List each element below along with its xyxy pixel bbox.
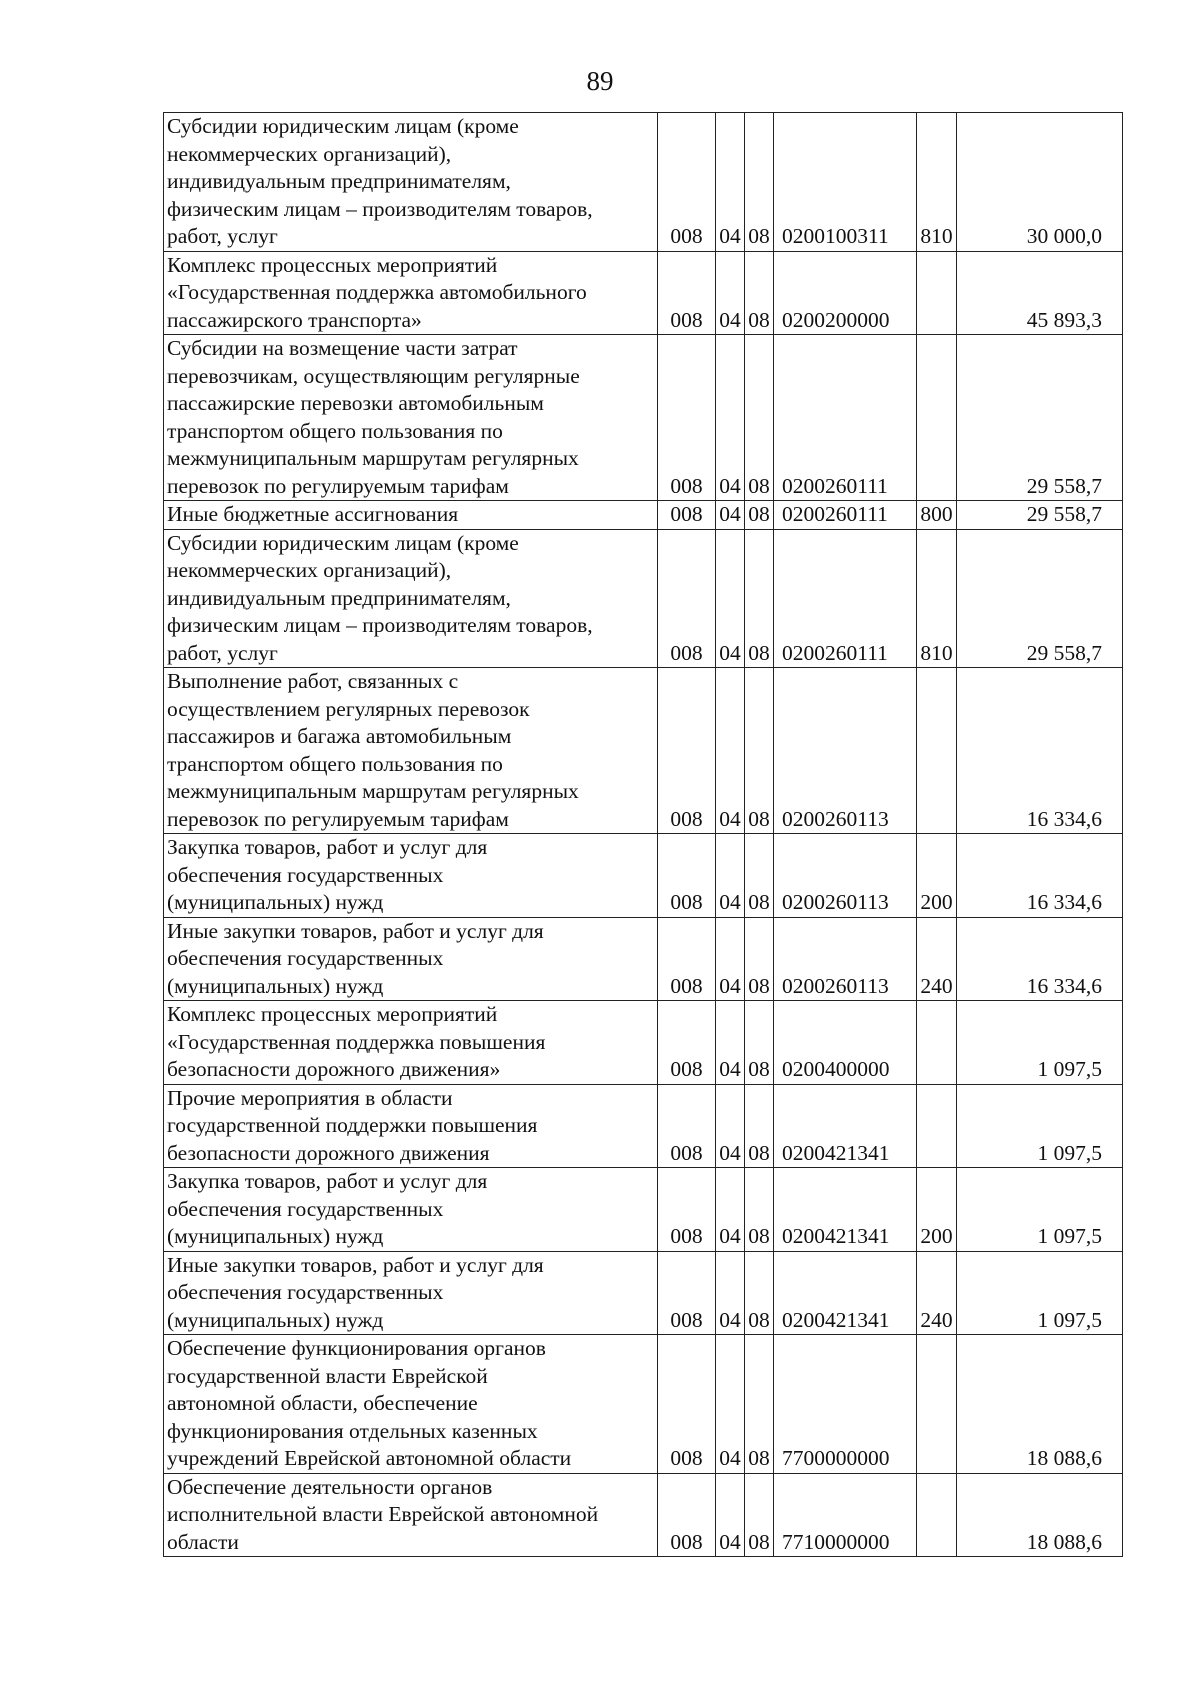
subsection-code: 08 <box>745 668 774 834</box>
amount: 18 088,6 <box>957 1335 1123 1474</box>
target-article-code: 0200100311 <box>774 113 917 252</box>
grbs-code: 008 <box>658 1084 716 1168</box>
grbs-code: 008 <box>658 1335 716 1474</box>
row-description: Иные бюджетные ассигнования <box>164 501 658 530</box>
expense-type-code <box>917 335 957 501</box>
amount: 1 097,5 <box>957 1168 1123 1252</box>
row-description: Субсидии юридическим лицам (кроме некоммерческих организаций), индивидуальным предпринимателям, физическим лицам – производителям товаров, работ, услуг <box>164 529 658 668</box>
target-article-code: 0200421341 <box>774 1168 917 1252</box>
target-article-code: 0200421341 <box>774 1251 917 1335</box>
row-description: Прочие мероприятия в области государственной поддержки повышения безопасности дорожного движения <box>164 1084 658 1168</box>
target-article-code: 0200260113 <box>774 668 917 834</box>
table-row <box>164 501 1123 530</box>
row-description: Иные закупки товаров, работ и услуг для обеспечения государственных (муниципальных) нужд <box>164 1251 658 1335</box>
section-code: 04 <box>716 335 745 501</box>
subsection-code: 08 <box>745 1335 774 1474</box>
row-description: Выполнение работ, связанных с осуществлением регулярных перевозок пассажиров и багажа автомобильным транспортом общего пользования по межмуниципальным маршрутам регулярных перевозок по регулируемым тарифам <box>164 668 658 834</box>
expense-type-code: 200 <box>917 834 957 918</box>
expense-type-code: 810 <box>917 529 957 668</box>
amount: 1 097,5 <box>957 1251 1123 1335</box>
grbs-code: 008 <box>658 1168 716 1252</box>
row-description: Субсидии юридическим лицам (кроме некоммерческих организаций), индивидуальным предпринимателям, физическим лицам – производителям товаров, работ, услуг <box>164 113 658 252</box>
table-row <box>164 1251 1123 1335</box>
grbs-code: 008 <box>658 113 716 252</box>
amount: 16 334,6 <box>957 668 1123 834</box>
section-code: 04 <box>716 251 745 335</box>
row-description: Обеспечение функционирования органов государственной власти Еврейской автономной области, обеспечение функционирования отдельных казенных учреждений Еврейской автономной области <box>164 1335 658 1474</box>
section-code: 04 <box>716 1001 745 1085</box>
subsection-code: 08 <box>745 113 774 252</box>
grbs-code: 008 <box>658 1001 716 1085</box>
section-code: 04 <box>716 1473 745 1557</box>
section-code: 04 <box>716 917 745 1001</box>
amount: 18 088,6 <box>957 1473 1123 1557</box>
budget-table-body <box>164 113 1123 1557</box>
row-description: Комплекс процессных мероприятий «Государственная поддержка автомобильного пассажирского транспорта» <box>164 251 658 335</box>
subsection-code: 08 <box>745 251 774 335</box>
row-description: Обеспечение деятельности органов исполнительной власти Еврейской автономной области <box>164 1473 658 1557</box>
amount: 30 000,0 <box>957 113 1123 252</box>
target-article-code: 0200421341 <box>774 1084 917 1168</box>
subsection-code: 08 <box>745 917 774 1001</box>
row-description: Комплекс процессных мероприятий «Государственная поддержка повышения безопасности дорожного движения» <box>164 1001 658 1085</box>
budget-table <box>163 112 1123 1557</box>
target-article-code: 7700000000 <box>774 1335 917 1474</box>
row-description: Иные закупки товаров, работ и услуг для обеспечения государственных (муниципальных) нужд <box>164 917 658 1001</box>
section-code: 04 <box>716 1168 745 1252</box>
section-code: 04 <box>716 1251 745 1335</box>
table-row <box>164 335 1123 501</box>
table-row <box>164 1335 1123 1474</box>
subsection-code: 08 <box>745 501 774 530</box>
grbs-code: 008 <box>658 501 716 530</box>
section-code: 04 <box>716 834 745 918</box>
subsection-code: 08 <box>745 529 774 668</box>
target-article-code: 0200260113 <box>774 834 917 918</box>
section-code: 04 <box>716 501 745 530</box>
table-row <box>164 668 1123 834</box>
subsection-code: 08 <box>745 1473 774 1557</box>
amount: 1 097,5 <box>957 1001 1123 1085</box>
row-description: Закупка товаров, работ и услуг для обеспечения государственных (муниципальных) нужд <box>164 834 658 918</box>
amount: 16 334,6 <box>957 834 1123 918</box>
subsection-code: 08 <box>745 834 774 918</box>
expense-type-code <box>917 1001 957 1085</box>
amount: 29 558,7 <box>957 501 1123 530</box>
target-article-code: 0200260111 <box>774 529 917 668</box>
table-row <box>164 834 1123 918</box>
target-article-code: 0200260111 <box>774 335 917 501</box>
section-code: 04 <box>716 1084 745 1168</box>
expense-type-code: 240 <box>917 1251 957 1335</box>
expense-type-code: 200 <box>917 1168 957 1252</box>
target-article-code: 7710000000 <box>774 1473 917 1557</box>
expense-type-code: 800 <box>917 501 957 530</box>
expense-type-code: 240 <box>917 917 957 1001</box>
expense-type-code <box>917 668 957 834</box>
section-code: 04 <box>716 1335 745 1474</box>
expense-type-code <box>917 251 957 335</box>
table-row <box>164 113 1123 252</box>
table-row <box>164 1473 1123 1557</box>
amount: 1 097,5 <box>957 1084 1123 1168</box>
table-row <box>164 1084 1123 1168</box>
expense-type-code <box>917 1084 957 1168</box>
subsection-code: 08 <box>745 335 774 501</box>
expense-type-code: 810 <box>917 113 957 252</box>
table-row <box>164 1168 1123 1252</box>
section-code: 04 <box>716 113 745 252</box>
target-article-code: 0200200000 <box>774 251 917 335</box>
target-article-code: 0200400000 <box>774 1001 917 1085</box>
subsection-code: 08 <box>745 1251 774 1335</box>
page-number: 89 <box>586 66 614 96</box>
section-code: 04 <box>716 529 745 668</box>
subsection-code: 08 <box>745 1001 774 1085</box>
grbs-code: 008 <box>658 917 716 1001</box>
target-article-code: 0200260111 <box>774 501 917 530</box>
subsection-code: 08 <box>745 1168 774 1252</box>
table-row <box>164 1001 1123 1085</box>
grbs-code: 008 <box>658 335 716 501</box>
row-description: Закупка товаров, работ и услуг для обеспечения государственных (муниципальных) нужд <box>164 1168 658 1252</box>
table-row <box>164 251 1123 335</box>
expense-type-code <box>917 1473 957 1557</box>
amount: 29 558,7 <box>957 335 1123 501</box>
grbs-code: 008 <box>658 668 716 834</box>
grbs-code: 008 <box>658 834 716 918</box>
amount: 16 334,6 <box>957 917 1123 1001</box>
amount: 29 558,7 <box>957 529 1123 668</box>
row-description: Субсидии на возмещение части затрат перевозчикам, осуществляющим регулярные пассажирские перевозки автомобильным транспортом общего пользования по межмуниципальным маршрутам регулярных перевозок по регулируемым тарифам <box>164 335 658 501</box>
amount: 45 893,3 <box>957 251 1123 335</box>
table-row <box>164 529 1123 668</box>
table-row <box>164 917 1123 1001</box>
grbs-code: 008 <box>658 251 716 335</box>
grbs-code: 008 <box>658 1473 716 1557</box>
grbs-code: 008 <box>658 529 716 668</box>
section-code: 04 <box>716 668 745 834</box>
subsection-code: 08 <box>745 1084 774 1168</box>
grbs-code: 008 <box>658 1251 716 1335</box>
target-article-code: 0200260113 <box>774 917 917 1001</box>
expense-type-code <box>917 1335 957 1474</box>
